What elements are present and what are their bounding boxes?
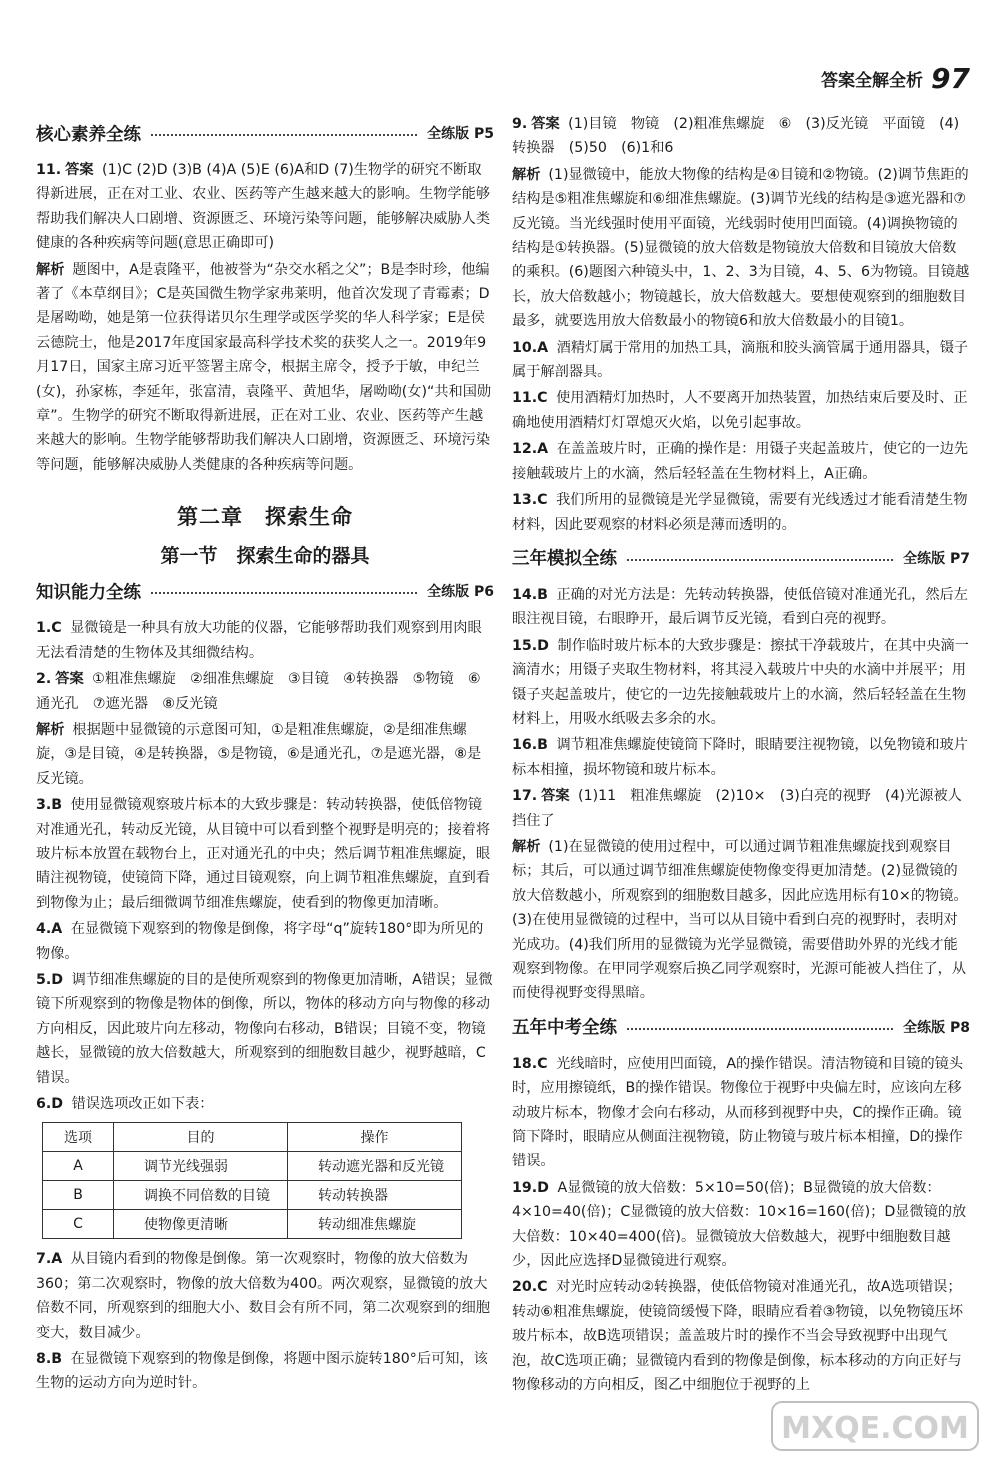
explanation-text: (1)显微镜中，能放大物像的结构是④目镜和②物镜。(2)调节焦距的结构是⑤粗准焦螺旋和⑥细准焦螺旋。(3)调节光线的结构是③遮光器和⑦反光镜。当光线强时使用平面镜，光线弱时使用凹面镜。(4)调换物镜的结构是①转换器。(5)显微镜的放大倍数是物镜放大倍数和目镜放大倍数的乘积。(6)题图六种镜头中，1、2、3为目镜，4、5、6为物镜。目镜越长，放大倍数越小；物镜越长，放大倍数越大。要想使观察到的细胞数目最多，就要选用放大倍数最小的物镜6和放大倍数最小的目镜1。 <box>512 166 970 330</box>
table-cell: 转动细准焦螺旋 <box>288 1210 462 1239</box>
explanation-text: 题图中，A是袁隆平，他被誉为“杂交水稻之父”；B是李时珍，他编著了《本草纲目》；C是英国微生物学家弗莱明，他首次发现了青霉素；D是屠呦呦，她是第一位获得诺贝尔生理学或医学奖的华人科学家；E是侯云德院士，他是2017年度国家最高科学技术奖的获奖人之一。2019年9月17日，国家主席习近平签署主席令，根据主席令，授予于敏，申纪兰(女)，孙家栋，李延年，张富清，袁隆平、黄旭华，屠呦呦(女)“共和国勋章”。生物学的研究不断取得新进展，正在对工业、农业、医药等产生越来越大的影响。生物学能够帮助我们解决人口剧增，资源匮乏、环境污染等问题，能够解决威胁人类健康的各种疾病等问题。 <box>36 261 492 473</box>
answer-item <box>36 1092 494 1116</box>
section-ref: 全练版 P8 <box>903 1019 970 1036</box>
table-row <box>43 1152 462 1181</box>
item-text: 在盖盖玻片时，正确的操作是：用镊子夹起盖玻片，使它的一边先接触载玻片上的水滴，然后轻轻盖在生物材料上，A正确。 <box>512 441 969 482</box>
dotted-leader <box>627 1028 893 1030</box>
item-text: 使用显微镜观察玻片标本的大致步骤是：转动转换器，使低倍物镜对准通光孔，转动反光镜，从目镜中可以看到整个视野是明亮的；接着将玻片标本放置在载物台上，正对通光孔的中央；然后调节粗准焦螺旋，眼睛注视物镜，使镜筒下降，通过目镜观察，向上调节粗准焦螺旋，直到看到物像为止；最后细微调节细准焦螺旋，使看到的物像更加清晰。 <box>36 797 491 911</box>
item-number: 19.D <box>512 1179 549 1196</box>
section-heading <box>512 1012 970 1042</box>
section-title: 五年中考全练 <box>512 1018 617 1039</box>
answer-item <box>36 917 494 966</box>
table-cell: 转动转换器 <box>288 1181 462 1210</box>
item-number: 3.B <box>36 797 63 814</box>
dotted-leader <box>627 559 893 561</box>
item-number: 8.B <box>36 1351 63 1368</box>
dotted-leader <box>151 134 417 136</box>
table-header: 选项 <box>43 1123 114 1152</box>
item-number: 11.C <box>512 390 548 407</box>
left-column <box>36 112 494 1398</box>
answer-item <box>36 616 494 665</box>
answer-text: (1)目镜 物镜 (2)粗准焦螺旋 ⑥ (3)反光镜 平面镜 (4)转换器 (5)50 (6)1和6 <box>512 116 960 157</box>
item-number: 16.B <box>512 737 548 754</box>
answer-item <box>512 784 970 833</box>
correction-table <box>42 1122 462 1239</box>
answer-item <box>36 158 494 256</box>
answer-item <box>36 1247 494 1345</box>
section-title: 知识能力全练 <box>36 582 141 603</box>
item-text: 光线暗时，应使用凹面镜，A的操作错误。清洁物镜和目镜的镜头时，应用擦镜纸，B的操作错误。物像位于视野中央偏左时，应该向左移动玻片标本，物像才会向右移动，从而移到视野中央，C的操作正确。镜筒下降时，眼睛应从侧面注视物镜，防止物镜与玻片标本相撞，D的操作错误。 <box>512 1055 964 1170</box>
chapter-title: 第二章 探索生命 <box>177 505 353 530</box>
header-title: 答案全解全析 <box>821 70 924 91</box>
item-text: 酒精灯属于常用的加热工具，滴瓶和胶头滴管属于通用器具，镊子属于解剖器具。 <box>512 339 969 381</box>
explanation <box>36 718 494 791</box>
section-heading <box>36 576 494 606</box>
item-number: 7.A <box>36 1251 63 1268</box>
item-text: 在显微镜下观察到的物像是倒像，将字母“q”旋转180°即为所见的物像。 <box>36 921 484 962</box>
answer-label: 答案 <box>55 671 84 688</box>
item-number: 1.C <box>36 620 62 637</box>
section-heading <box>512 543 970 573</box>
answer-item <box>512 386 970 435</box>
answer-label: 答案 <box>531 116 560 132</box>
section-heading <box>36 118 494 148</box>
item-number: 4.A <box>36 921 63 938</box>
table-cell: B <box>43 1181 114 1210</box>
item-number: 15.D <box>512 637 549 654</box>
answer-item <box>512 1176 970 1274</box>
item-number: 17. <box>512 788 538 805</box>
explanation <box>512 835 970 1006</box>
item-number: 6.D <box>36 1096 64 1112</box>
item-number: 14.B <box>512 586 548 603</box>
item-text: 调节细准焦螺旋的目的是使所观察到的物像更加清晰，A错误；显微镜下所观察到的物像是物体的倒像，所以，物体的移动方向与物像的移动方向相反，因此玻片向左移动，物像向右移动，B错误；目镜不变，物镜越长，显微镜的放大倍数越大，所观察到的细胞数目越少，视野越暗，C错误。 <box>36 971 493 1086</box>
watermark-text: MXQE.COM <box>781 1411 969 1446</box>
answer-text: (1)C (2)D (3)B (4)A (5)E (6)A和D (7)生物学的研究不断取得新进展，正在对工业、农业、医药等产生越来越大的影响。生物学能够帮助我们解决人口剧增、资源匮乏、环境污染等问题，能够解决威胁人类健康的各种疾病等问题(意思正确即可) <box>36 162 491 252</box>
answer-item <box>512 112 970 161</box>
seal-logo-icon <box>770 1396 980 1456</box>
answer-label: 答案 <box>541 788 570 805</box>
answer-item <box>36 968 494 1090</box>
item-text: A显微镜的放大倍数：5×10=50(倍)；B显微镜的放大倍数：4×10=40(倍)；C显微镜的放大倍数：10×16=160(倍)；D显微镜的放大倍数：10×40=400(倍)。显微镜放大倍数越大，视野中细胞数目越少，因此应选择D显微镜进行观察。 <box>512 1179 967 1270</box>
answer-text: (1)11 粗准焦螺旋 (2)10× (3)白亮的视野 (4)光源被人挡住了 <box>512 788 962 829</box>
answer-item <box>512 634 970 732</box>
section-ref: 全练版 P5 <box>427 126 494 142</box>
answer-item <box>512 437 970 486</box>
item-text: 使用酒精灯加热时，人不要离开加热装置，加热结束后要及时、正确地使用酒精灯灯罩熄灭火焰，以免引起事故。 <box>512 390 968 431</box>
item-number: 13.C <box>512 492 548 509</box>
table-row <box>43 1181 462 1210</box>
item-text: 错误选项改正如下表： <box>71 1096 214 1112</box>
table-cell: C <box>43 1210 114 1239</box>
explanation-label: 解析 <box>36 721 65 738</box>
answer-item <box>36 793 494 915</box>
item-text: 在显微镜下观察到的物像是倒像，将题中图示旋转180°后可知，该生物的运动方向为逆时针。 <box>36 1351 488 1392</box>
answer-item <box>512 1052 970 1174</box>
item-number: 10.A <box>512 339 549 356</box>
item-number: 2. <box>36 671 52 688</box>
item-text: 对光时应转动②转换器，使低倍物镜对准通光孔，故A选项错误；转动⑥粗准焦螺旋，使镜筒缓慢下降，眼睛应看着③物镜，以免物镜压坏玻片标本，故B选项错误；盖盖玻片时的操作不当会导致视野中出现气泡，故C选项正确；显微镜内看到的物像是倒像，标本移动的方向正好与物像移动的方向相反，图乙中细胞位于视野的上 <box>512 1279 964 1394</box>
answer-text: ①粗准焦螺旋 ②细准焦螺旋 ③目镜 ④转换器 ⑤物镜 ⑥通光孔 ⑦遮光器 ⑧反光镜 <box>36 671 481 712</box>
item-text: 显微镜是一种具有放大功能的仪器，它能够帮助我们观察到用肉眼无法看清楚的生物体及其细微结构。 <box>36 620 482 661</box>
explanation-text: 根据题中显微镜的示意图可知，①是粗准焦螺旋，②是细准焦螺旋，③是目镜，④是转换器，⑤是物镜，⑥是通光孔，⑦是遮光器，⑧是反光镜。 <box>36 721 482 787</box>
item-text: 从目镜内看到的物像是倒像。第一次观察时，物像的放大倍数为360；第二次观察时，物像的放大倍数为400。两次观察，显微镜的放大倍数不同，所观察到的细胞大小、数目会有所不同，第二次观察到的细胞变大，数目减少。 <box>36 1251 491 1341</box>
explanation-text: (1)在显微镜的使用过程中，可以通过调节粗准焦螺旋找到观察目标；其后，可以通过调节细准焦螺旋使物像变得更加清楚。(2)显微镜的放大倍数越小，所观察到的细胞数目越多，因此应选用标有10×的物镜。(3)在使用显微镜的过程中，当可以从目镜中看到白亮的视野时，表明对光成功。(4)我们所用的显微镜为光学显微镜，需要借助外界的光线才能观察到物像。在甲同学观察后换乙同学观察时，光源可能被人挡住了，从而使得视野变得黑暗。 <box>512 838 968 1002</box>
item-number: 20.C <box>512 1279 548 1296</box>
item-text: 正确的对光方法是：先转动转换器，使低倍镜对准通光孔，然后左眼注视目镜，右眼睁开，最后调节反光镜，看到白亮的视野。 <box>512 586 968 628</box>
page-header <box>821 58 970 98</box>
dotted-leader <box>151 592 417 594</box>
section-title: 三年模拟全练 <box>512 549 617 570</box>
table-cell: 使物像更清晰 <box>114 1210 288 1239</box>
table-cell: 调换不同倍数的目镜 <box>114 1181 288 1210</box>
item-text: 我们所用的显微镜是光学显微镜，需要有光线透过才能看清楚生物材料，因此要观察的材料必须是薄而透明的。 <box>512 492 968 533</box>
answer-item <box>512 488 970 537</box>
section-ref: 全练版 P6 <box>427 584 494 601</box>
item-number: 9. <box>512 116 528 132</box>
explanation-label: 解析 <box>36 261 65 278</box>
item-number: 11. <box>36 162 62 178</box>
answer-label: 答案 <box>65 162 94 178</box>
section-subtitle: 第一节 探索生命的器具 <box>160 545 370 568</box>
explanation-label: 解析 <box>512 838 541 855</box>
answer-item <box>512 583 970 632</box>
item-text: 调节粗准焦螺旋使镜筒下降时，眼睛要注视物镜，以免物镜和玻片标本相撞，损坏物镜和玻片标本。 <box>512 737 968 778</box>
explanation <box>512 163 970 334</box>
page-number: 97 <box>931 61 970 95</box>
answer-item <box>512 1275 970 1397</box>
answer-item <box>36 667 494 716</box>
table-header-row <box>43 1123 462 1152</box>
answer-item <box>36 1347 494 1396</box>
table-header: 目的 <box>114 1123 288 1152</box>
explanation <box>36 258 494 478</box>
right-column <box>512 112 970 1400</box>
answer-item <box>512 336 970 385</box>
explanation-label: 解析 <box>512 166 541 183</box>
section-title: 核心素养全练 <box>36 124 141 145</box>
answer-item <box>512 733 970 782</box>
table-cell: 调节光线强弱 <box>114 1152 288 1181</box>
item-text: 制作临时玻片标本的大致步骤是：擦拭干净载玻片，在其中央滴一滴清水；用镊子夹取生物材料，将其浸入载玻片中央的水滴中并展平；用镊子夹起盖玻片，使它的一边先接触载玻片上的水滴，然后轻轻盖在生物材料上，用吸水纸吸去多余的水。 <box>512 637 969 727</box>
section-ref: 全练版 P7 <box>903 550 970 567</box>
table-cell: 转动遮光器和反光镜 <box>288 1152 462 1181</box>
item-number: 5.D <box>36 971 64 988</box>
table-header: 操作 <box>288 1123 462 1152</box>
table-row <box>43 1210 462 1239</box>
item-number: 18.C <box>512 1055 548 1072</box>
item-number: 12.A <box>512 441 549 458</box>
table-cell: A <box>43 1152 114 1181</box>
